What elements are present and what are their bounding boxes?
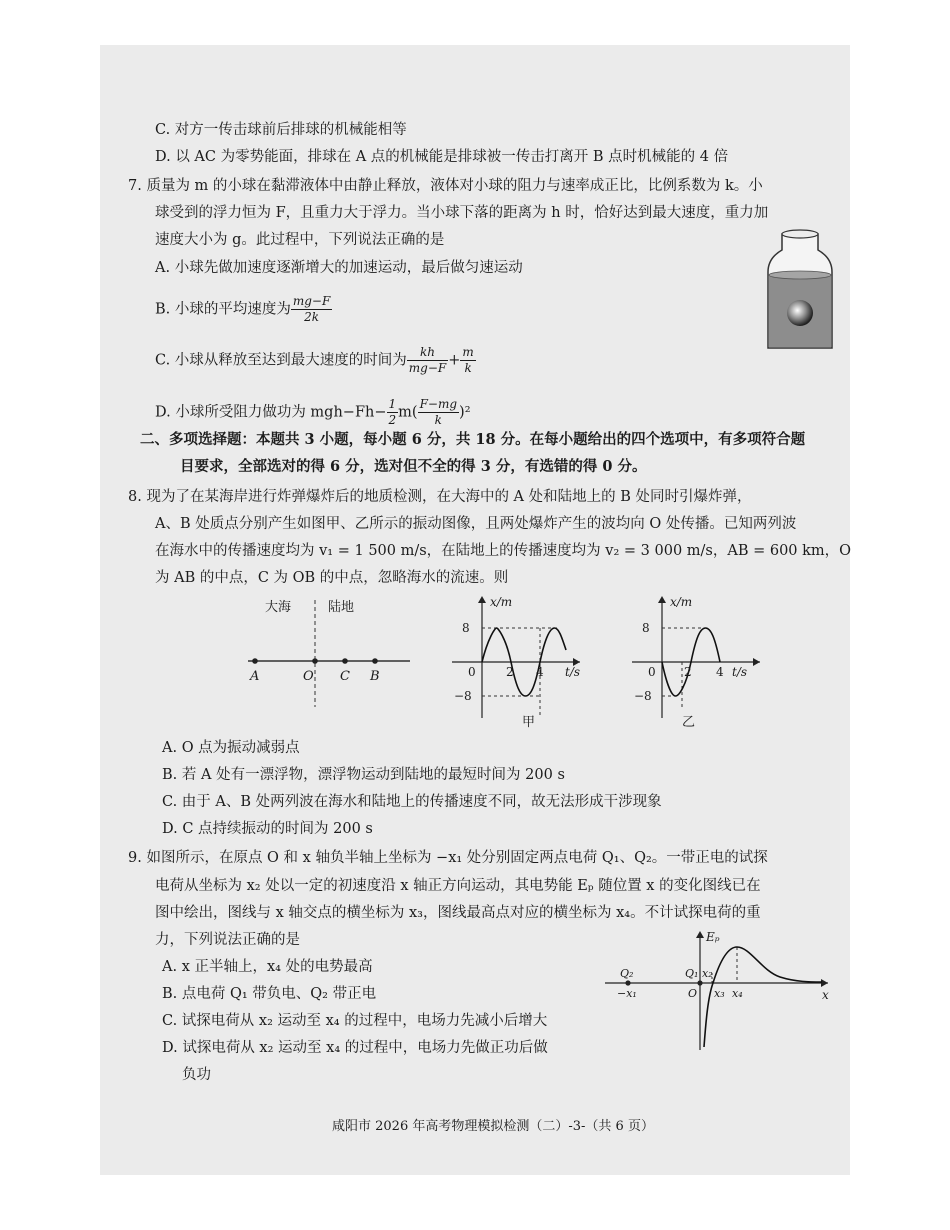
- beaker-mouth: [782, 230, 818, 238]
- t-axis-label: t/s: [565, 665, 581, 679]
- t-axis-label: t/s: [732, 665, 748, 679]
- point-b-dot: [372, 658, 378, 664]
- q8-stem-line4: 为 AB 的中点，C 为 OB 的中点，忽略海水的流速。则: [155, 570, 509, 586]
- tick-8: 8: [642, 621, 650, 635]
- origin-label: O: [688, 987, 698, 1000]
- q6-option-c: C. 对方一传击球前后排球的机械能相等: [155, 122, 407, 138]
- x-axis-arrow: [821, 979, 828, 987]
- ep-x-graph: [600, 925, 835, 1055]
- q8-stem-line2: A、B 处质点分别产生如图甲、乙所示的振动图像，且两处爆炸产生的波均向 O 处传播。已知两列波: [155, 516, 797, 532]
- q7-stem-line3: 速度大小为 g。此过程中，下列说法正确的是: [155, 232, 445, 248]
- q9-stem-line2: 电荷从坐标为 x₂ 处以一定的初速度沿 x 轴正方向运动，其电势能 Eₚ 随位置 x 的变化图线已在: [155, 878, 761, 894]
- q9-stem-line3: 图中绘出，图线与 x 轴交点的横坐标为 x₃，图线最高点对应的横坐标为 x₄。不计试探电荷的重: [155, 905, 761, 921]
- q9-option-a: A. x 正半轴上，x₄ 处的电势最高: [162, 959, 373, 975]
- q2-label: Q₂: [620, 967, 634, 980]
- graph-caption-yi: 乙: [682, 715, 696, 730]
- liquid-surface: [769, 271, 831, 279]
- q8-option-c: C. 由于 A、B 处两列波在海水和陆地上的传播速度不同，故无法形成干涉现象: [162, 794, 662, 810]
- q9-stem-line4: 力，下列说法正确的是: [155, 932, 300, 948]
- q7-option-b: B. 小球的平均速度为 $\frac{mg-F}{2k}$: [155, 294, 331, 324]
- q6-option-d: D. 以 AC 为零势能面，排球在 A 点的机械能是排球被一传击打离开 B 点时机械能的 4 倍: [155, 149, 729, 165]
- ep-axis-arrow: [696, 931, 704, 938]
- point-o-dot: [312, 658, 318, 664]
- q8-stem-line3: 在海水中的传播速度均为 v₁ = 1 500 m/s，在陆地上的传播速度均为 v₂ = 3 000 m/s，AB = 600 km，O: [155, 543, 852, 559]
- section-2-header-line1: 二、多项选择题：本题共 3 小题，每小题 6 分，共 18 分。在每小题给出的四个选项中，有多项符合题: [140, 431, 806, 448]
- sea-label: 大海: [265, 600, 292, 615]
- point-c-label: C: [340, 669, 350, 684]
- q9-stem-line1: 9. 如图所示，在原点 O 和 x 轴负半轴上坐标为 −x₁ 处分别固定两点电荷 Q₁、Q₂。一带正电的试探: [128, 850, 768, 866]
- beaker-figure: [760, 228, 840, 356]
- x4-label: x₄: [732, 987, 743, 1000]
- x3-label: x₃: [714, 987, 725, 1000]
- tick-0: 0: [648, 665, 656, 679]
- tick-neg8: −8: [454, 689, 472, 703]
- y-axis-label: x/m: [670, 595, 693, 609]
- q8-schematic: [240, 595, 420, 715]
- ball-icon: [787, 300, 813, 326]
- x-axis-arrow: [478, 596, 486, 603]
- point-o-label: O: [303, 669, 314, 684]
- q7-option-d: D. 小球所受阻力做功为 mgh−Fh− $\frac{1}{2}$ m( $\frac{F-mg}{k}$ )²: [155, 397, 471, 427]
- point-a-dot: [252, 658, 258, 664]
- t-axis-arrow: [753, 658, 760, 666]
- tick-8: 8: [462, 621, 470, 635]
- x2-label: x₂: [702, 967, 713, 980]
- neg-x1-label: −x₁: [617, 987, 637, 1000]
- q9-option-d-line2: 负功: [182, 1067, 211, 1083]
- tick-2: 2: [684, 665, 692, 679]
- q8-option-a: A. O 点为振动减弱点: [162, 740, 300, 756]
- q7-option-a: A. 小球先做加速度逐渐增大的加速运动，最后做匀速运动: [155, 260, 523, 276]
- charge-q1-dot: [697, 980, 702, 985]
- tick-0: 0: [468, 665, 476, 679]
- land-label: 陆地: [328, 600, 355, 615]
- ep-axis-label: Eₚ: [706, 930, 720, 944]
- y-axis-label: x/m: [490, 595, 513, 609]
- tick-2: 2: [506, 665, 514, 679]
- tick-4: 4: [536, 665, 544, 679]
- x-axis-arrow: [658, 596, 666, 603]
- tick-4: 4: [716, 665, 724, 679]
- vibration-graph-jia: [440, 590, 590, 735]
- q8-option-d: D. C 点持续振动的时间为 200 s: [162, 821, 373, 837]
- point-b-label: B: [370, 669, 380, 684]
- point-a-label: A: [250, 669, 260, 684]
- q7-stem-line1: 7. 质量为 m 的小球在黏滞液体中由静止释放，液体对小球的阻力与速率成正比，比例系数为 k。小: [128, 178, 763, 194]
- q9-option-b: B. 点电荷 Q₁ 带负电、Q₂ 带正电: [162, 986, 377, 1002]
- x-axis-label: x: [822, 988, 829, 1002]
- section-2-header-line2: 目要求，全部选对的得 6 分，选对但不全的得 3 分，有选错的得 0 分。: [180, 458, 647, 475]
- q8-stem-line1: 8. 现为了在某海岸进行炸弹爆炸后的地质检测，在大海中的 A 处和陆地上的 B 处同时引爆炸弹，: [128, 489, 752, 505]
- vibration-graph-yi: [620, 590, 770, 735]
- q9-option-d-line1: D. 试探电荷从 x₂ 运动至 x₄ 的过程中，电场力先做正功后做: [162, 1040, 548, 1056]
- q7-option-c: C. 小球从释放至达到最大速度的时间为 $\frac{kh}{mg-F}$ + $\frac{m}{k}$: [155, 345, 474, 375]
- graph-caption-jia: 甲: [522, 715, 536, 730]
- q9-option-c: C. 试探电荷从 x₂ 运动至 x₄ 的过程中，电场力先减小后增大: [162, 1013, 548, 1029]
- point-c-dot: [342, 658, 348, 664]
- q1-label: Q₁: [685, 967, 699, 980]
- q8-option-b: B. 若 A 处有一漂浮物，漂浮物运动到陆地的最短时间为 200 s: [162, 767, 565, 783]
- charge-q2-dot: [625, 980, 630, 985]
- tick-neg8: −8: [634, 689, 652, 703]
- page-footer: 咸阳市 2026 年高考物理模拟检测（二）-3-（共 6 页）: [332, 1119, 654, 1134]
- q7-stem-line2: 球受到的浮力恒为 F，且重力大于浮力。当小球下落的距离为 h 时，恰好达到最大速度，重力加: [155, 205, 769, 221]
